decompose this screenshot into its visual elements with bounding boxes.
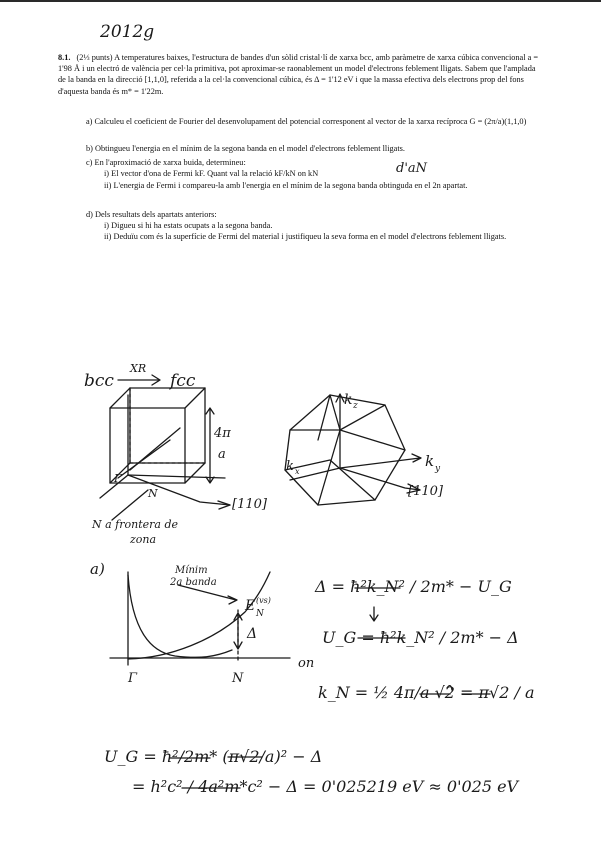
- kz-sub: z: [353, 401, 358, 411]
- energy-super: (vs): [256, 596, 271, 605]
- min-label-2: 2a banda: [170, 577, 217, 588]
- bcc-cube: [110, 388, 205, 483]
- item-d: d) Dels resultats dels apartats anteriors:: [86, 210, 217, 219]
- bz-direction: [110]: [408, 484, 443, 499]
- sketch-xr: XR: [130, 362, 147, 375]
- sol-a-label: a): [90, 560, 105, 578]
- delta-label: Δ: [247, 626, 258, 642]
- sketch-fcc: fcc: [170, 371, 196, 391]
- year-note: 2012g: [100, 22, 155, 42]
- cube-height-den: a: [218, 447, 226, 462]
- delta-arrow: [234, 613, 242, 649]
- brillouin-zone: [285, 395, 405, 505]
- eq3: k_N = ½ 4π/a √2 = π√2 / a: [318, 683, 535, 702]
- item-d-i: i) Digueu si hi ha estats ocupats a la segona banda.: [104, 221, 273, 230]
- n-note-2: zona: [130, 533, 157, 546]
- band-n: N: [232, 671, 244, 686]
- problem-number: 8.1.: [58, 53, 71, 62]
- sketch-bcc: bcc: [84, 371, 114, 391]
- item-c-ii: ii) L'energia de Fermi i compareu-la amb l'energia en el mínim de la segona banda obtinguda en el 2n apartat.: [104, 181, 468, 190]
- ky-sub: y: [435, 464, 441, 474]
- n-pointer: [112, 490, 148, 520]
- item-c-i: i) El vector d'ona de Fermi kF. Quant val la relació kF/kN on kN: [104, 169, 319, 178]
- kx-sub: x: [295, 467, 300, 476]
- eq4: U_G = ħ²/2m* (π√2/a)² − Δ: [104, 747, 323, 766]
- cube-height-arrow: [206, 408, 214, 483]
- kz-label: k: [344, 392, 353, 408]
- on-word: on: [298, 656, 315, 671]
- energy-sub: N: [256, 609, 264, 619]
- band-gamma: Γ: [128, 671, 138, 686]
- kx-label: k: [286, 459, 294, 474]
- cube-gamma: Γ: [114, 472, 122, 485]
- cube-height-num: 4π: [214, 426, 231, 441]
- n-note-1: N a frontera de: [92, 518, 179, 531]
- min-label-1: Mínim: [175, 565, 208, 576]
- axis-ky: [340, 454, 421, 468]
- item-c-i-note: d'aN: [396, 161, 428, 176]
- eq1: Δ = ħ²k_N² / 2m* − U_G: [315, 577, 512, 596]
- energy-label: E: [245, 598, 256, 614]
- problem-text: (2⅓ punts) A temperatures baixes, l'estructura de bandes d'un sòlid cristal·lí de xarxa bcc, amb paràmetre de xarxa cúbica convencional a = 1'98 Å i un electró de valència per cel·la primitiva, pot aproximar-se raonablement un model d'electrons feblement lligats. Sabem que l'amplada de la banda en la direcció [1,1,0], referida a la cel·la convencional cúbica, és Δ = 1'12 eV i que la massa efectiva dels electrons prop del fons d'aquesta banda és m* = 1'22m.: [58, 53, 539, 96]
- eq2: U_G = ħ²k_N² / 2m* − Δ: [322, 628, 519, 647]
- item-d-ii: ii) Deduïu com és la superfície de Fermi del material i justifiqueu la seva forma en el model d'electrons feblement lligats.: [104, 232, 507, 241]
- ky-label: k: [425, 452, 435, 470]
- bcc-to-fcc-arrow: [118, 375, 160, 385]
- eq5: = h²c² / 4a²m*c² − Δ = 0'025219 eV ≈ 0'025 eV: [132, 777, 519, 796]
- cube-n: N: [148, 487, 158, 500]
- implies-arrow: [370, 607, 378, 621]
- item-b: b) Obtingueu l'energia en el mínim de la segona banda en el model d'electrons feblement lligats.: [86, 144, 405, 153]
- cube-direction: [110]: [232, 497, 267, 512]
- cube-110-line: [128, 475, 230, 505]
- item-c: c) En l'aproximació de xarxa buida, determineu:: [86, 158, 246, 167]
- item-a: a) Calculeu el coeficient de Fourier del desenvolupament del potencial corresponent al vector de la xarxa recíproca G = (2π/a)(1,1,0): [86, 117, 527, 126]
